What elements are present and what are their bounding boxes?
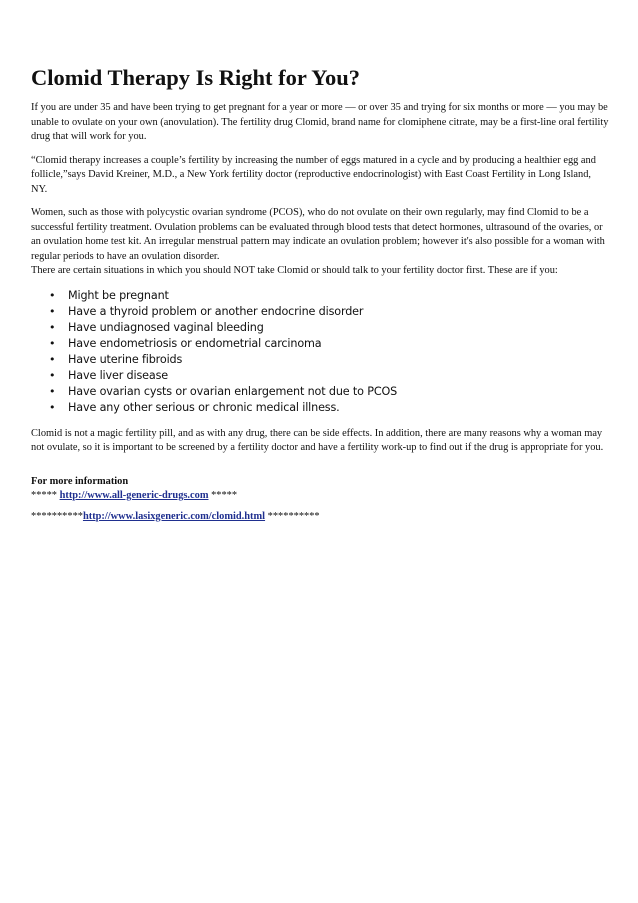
more-info-link-line-2 — [31, 510, 609, 525]
lasix-generic-clomid-link[interactable]: http://www.lasixgeneric.com/clomid.html — [82, 510, 266, 522]
list-item — [49, 352, 609, 368]
all-generic-drugs-link[interactable]: http://www.all-generic-drugs.com — [59, 490, 209, 501]
more-info-heading: For more information — [31, 475, 129, 487]
document-page — [31, 64, 609, 524]
list-item-text: Have any other serious or chronic medical illness. — [68, 400, 340, 414]
stars-prefix: ********** — [31, 510, 83, 522]
bullet-icon: • — [49, 384, 56, 398]
list-item-text: Have uterine fibroids — [68, 352, 183, 366]
list-item — [49, 400, 609, 416]
bullet-icon: • — [49, 288, 56, 302]
list-item-text: Have endometriosis or endometrial carcinoma — [68, 336, 322, 350]
bullet-icon: • — [49, 336, 56, 350]
list-item-text: Have a thyroid problem or another endocrine disorder — [68, 304, 364, 318]
list-item-text: Have undiagnosed vaginal bleeding — [68, 320, 264, 334]
stars-suffix: ***** — [208, 490, 238, 501]
stars-suffix: ********** — [265, 510, 320, 522]
bullet-icon: • — [49, 320, 56, 334]
list-item — [49, 336, 609, 352]
stars-prefix: ***** — [31, 490, 60, 501]
bullet-icon: • — [49, 352, 56, 366]
bullet-icon: • — [49, 304, 56, 318]
more-info-link-line-1 — [31, 489, 609, 504]
closing-paragraph: Clomid is not a magic fertility pill, and as with any drug, there can be side effects. In addition, there are many reasons why a woman may not ovulate, so it is important to be screened by a fertility doctor and have a fertility work-up to find out if the drug is appropriate for you. — [31, 427, 604, 453]
contraindication-list — [31, 288, 609, 416]
bullet-icon: • — [49, 400, 56, 414]
list-item-text: Might be pregnant — [68, 288, 169, 302]
list-item — [49, 320, 609, 336]
bullet-icon: • — [49, 368, 56, 382]
list-item — [49, 288, 609, 304]
list-item — [49, 368, 609, 384]
quote-paragraph: “Clomid therapy increases a couple’s fertility by increasing the number of eggs matured in a cycle and by producing a healthier egg and follicle,”says David Kreiner, M.D., a New York fertility doctor (reproductive endocrinologist) with East Coast Fertility in Long Island, NY. — [31, 154, 596, 195]
warning-intro: There are certain situations in which you should NOT take Clomid or should talk to your fertility doctor first. These are if you: — [31, 265, 558, 276]
list-item — [49, 384, 609, 400]
list-item-text: Have liver disease — [68, 368, 168, 382]
page-title: Clomid Therapy Is Right for You? — [31, 65, 361, 90]
list-item — [49, 304, 609, 320]
pcos-paragraph: Women, such as those with polycystic ovarian syndrome (PCOS), who do not ovulate on their own regularly, may find Clomid to be a successful fertility treatment. Ovulation problems can be evaluated through blood tests that detect hormones, ultrasound of the ovaries, or an ovulation home test kit. An irregular menstrual pattern may indicate an ovulation problem; however it's also possible for a woman with regular periods to have an ovulation disorder. — [31, 207, 605, 262]
list-item-text: Have ovarian cysts or ovarian enlargement not due to PCOS — [68, 384, 398, 398]
intro-paragraph: If you are under 35 and have been trying to get pregnant for a year or more — or over 35 and trying for six months or more — you may be unable to ovulate on your own (anovulation). The fertility drug Clomid, brand name for clomiphene citrate, may be a first-line oral fertility drug that will work for you. — [31, 102, 609, 142]
